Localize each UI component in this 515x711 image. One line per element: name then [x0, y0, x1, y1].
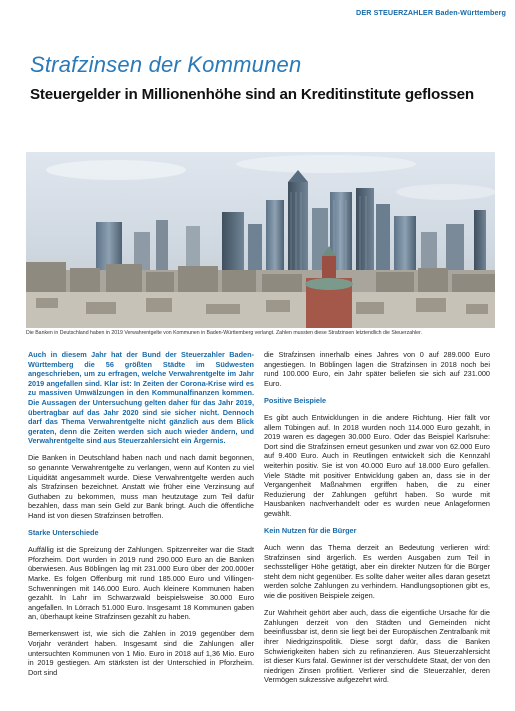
subheading-kein-nutzen: Kein Nutzen für die Bürger: [264, 526, 357, 535]
paragraph: Es gibt auch Entwicklungen in die andere Richtung. Hier fällt vor allem Tübingen auf. In 2018 wurden noch 114.000 Euro gezahlt, in 2019 waren es dagegen 30.000 Euro. Oder das Beispiel Karlsruhe: Dort sind die Strafzinsen erneut gesunken und zwar von 62.000 Euro auf 9.400 Euro. Auch in Reutlingen entwickelt sich die Kennzahl weiterhin positiv. Sie ist von 40.000 Euro auf 18.000 Euro gefallen. Viele Städte mit positiver Entwicklung gaben an, dass sie in der Vergangenheit Maßnahmen ergriffen haben, die zu einer Reduzierung der Zahlungen geführt haben. So wurde mit Hausbanken nachverhandelt oder es wurden neue Anlageformen gewählt.: [264, 412, 490, 518]
article-headline: Steuergelder in Millionenhöhe sind an Kreditinstitute geflossen: [30, 86, 474, 103]
paragraph: Die Banken in Deutschland haben nach und nach damit begonnen, so genannte Verwahrentgelte zu verlangen, wenn auf Konten zu viel Liquidität angesammelt wurde. Diese Verwahrentgelte werden auch als Strafzinsen bezeichnet. Anstatt wie früher eine Verzinsung auf Guthaben zu bekommen, muss man heutzutage zum Teil dafür bezahlen, dass man sein Geld zur Bank bringt. Auch die öffentliche Hand ist von diesen Strafzinsen betroffen.: [28, 453, 254, 520]
text-column-left: [28, 350, 254, 685]
lead-paragraph: Auch in diesem Jahr hat der Bund der Steuerzahler Baden-Württemberg die 56 größten Städte im Südwesten angeschrieben, um zu erfragen, welche Verwahrentgelte im Jahr 2019 angefallen sind. Klar ist: In Zeiten der Corona-Krise wird es zu massiven Umwälzungen in den Kommunalfinanzen kommen. Die Aussagen der Untersuchung gelten daher für das Jahr 2019, übertragbar auf das Jahr 2020 sind sie sicher nicht. Dennoch darf das Thema Verwahrentgelte nicht gänzlich aus dem Blick geraten, denn die Zeiten werden sich auch wieder ändern, und Verwahrentgelte sind aus Steuerzahlersicht ein Ärgernis.: [28, 350, 254, 446]
article-kicker: Strafzinsen der Kommunen: [30, 52, 302, 77]
paragraph: Auch wenn das Thema derzeit an Bedeutung verlieren wird: Strafzinsen sind ärgerlich. Es werden Ausgaben zum Teil in sechsstelliger Höhe getätigt, aber ein direkter Nutzen für die Bürger steht dem nicht gegenüber. Es sollte daher weiter alles daran gesetzt werden solche Zahlungen zu verhindern. Handlungsoptionen gibt es, wie die positiven Beispiele zeigen.: [264, 543, 490, 601]
paragraph: Zur Wahrheit gehört aber auch, dass die eigentliche Ursache für die Zahlungen derzeit von den Städten und Gemeinden nicht beeinflussbar ist, denn sie liegt bei der Europäischen Zentralbank mit ihrer Niedrigzinspolitik. Diese sorgt dafür, dass die Banken Schwierigkeiten haben sich zu refinanzieren. Aus Steuerzahlersicht ist dieser Kurs fatal. Gewinner ist der verschuldete Staat, der von den niedrigen Zinsen profitiert. Verlierer sind die Steuerzahler, deren Vermögen sukzessive aufgezehrt wird.: [264, 608, 490, 685]
subheading-positive-beispiele: Positive Beispiele: [264, 395, 327, 405]
paragraph: Bemerkenswert ist, wie sich die Zahlen in 2019 gegenüber dem Vorjahr verändert haben. Insgesamt sind die Zahlungen aller untersuchten Kommunen von 1 Mio. Euro in 2018 auf 1,36 Mio. Euro in 2019 gestiegen. Am stärksten ist der Unterschied in Pforzheim. Dort sind: [28, 629, 254, 677]
paragraph: Auffällig ist die Spreizung der Zahlungen. Spitzenreiter war die Stadt Pforzheim. Dort wurden in 2019 rund 290.000 Euro an die Banken überwiesen. Aus Böblingen lag mit 231.000 Euro über der 200.000er Marke. Es folgen Offenburg mit rund 185.000 Euro und Villingen-Schwenningen mit 146.000 Euro. Auch kleinere Kommunen haben gezahlt. In Lahr im Schwarzwald beispielsweise 30.000 Euro angefallen. In Lörrach 51.000 Euro. Insgesamt 18 Kommunen gaben an, überhaupt keine Strafzinsen gezahlt zu haben.: [28, 545, 254, 622]
publication-header: DER STEUERZAHLER Baden-Württemberg: [356, 8, 506, 17]
photo-caption: Die Banken in Deutschland haben in 2019 Verwahrentgelte von Kommunen in Baden-Württemberg verlangt. Zahlen mussten diese Strafzinsen letztendlich die Steuerzahler.: [26, 330, 422, 336]
skyline-photo: [26, 152, 495, 328]
subheading-starke-unterschiede: Starke Unterschiede: [28, 528, 99, 538]
text-column-right: [264, 350, 490, 692]
paragraph: die Strafzinsen innerhalb eines Jahres von 0 auf 289.000 Euro angestiegen. In Böblingen lagen die Strafzinsen in 2018 noch bei rund 100.000 Euro, ein Jahr später beliefen sie sich auf 231.000 Euro.: [264, 350, 490, 388]
